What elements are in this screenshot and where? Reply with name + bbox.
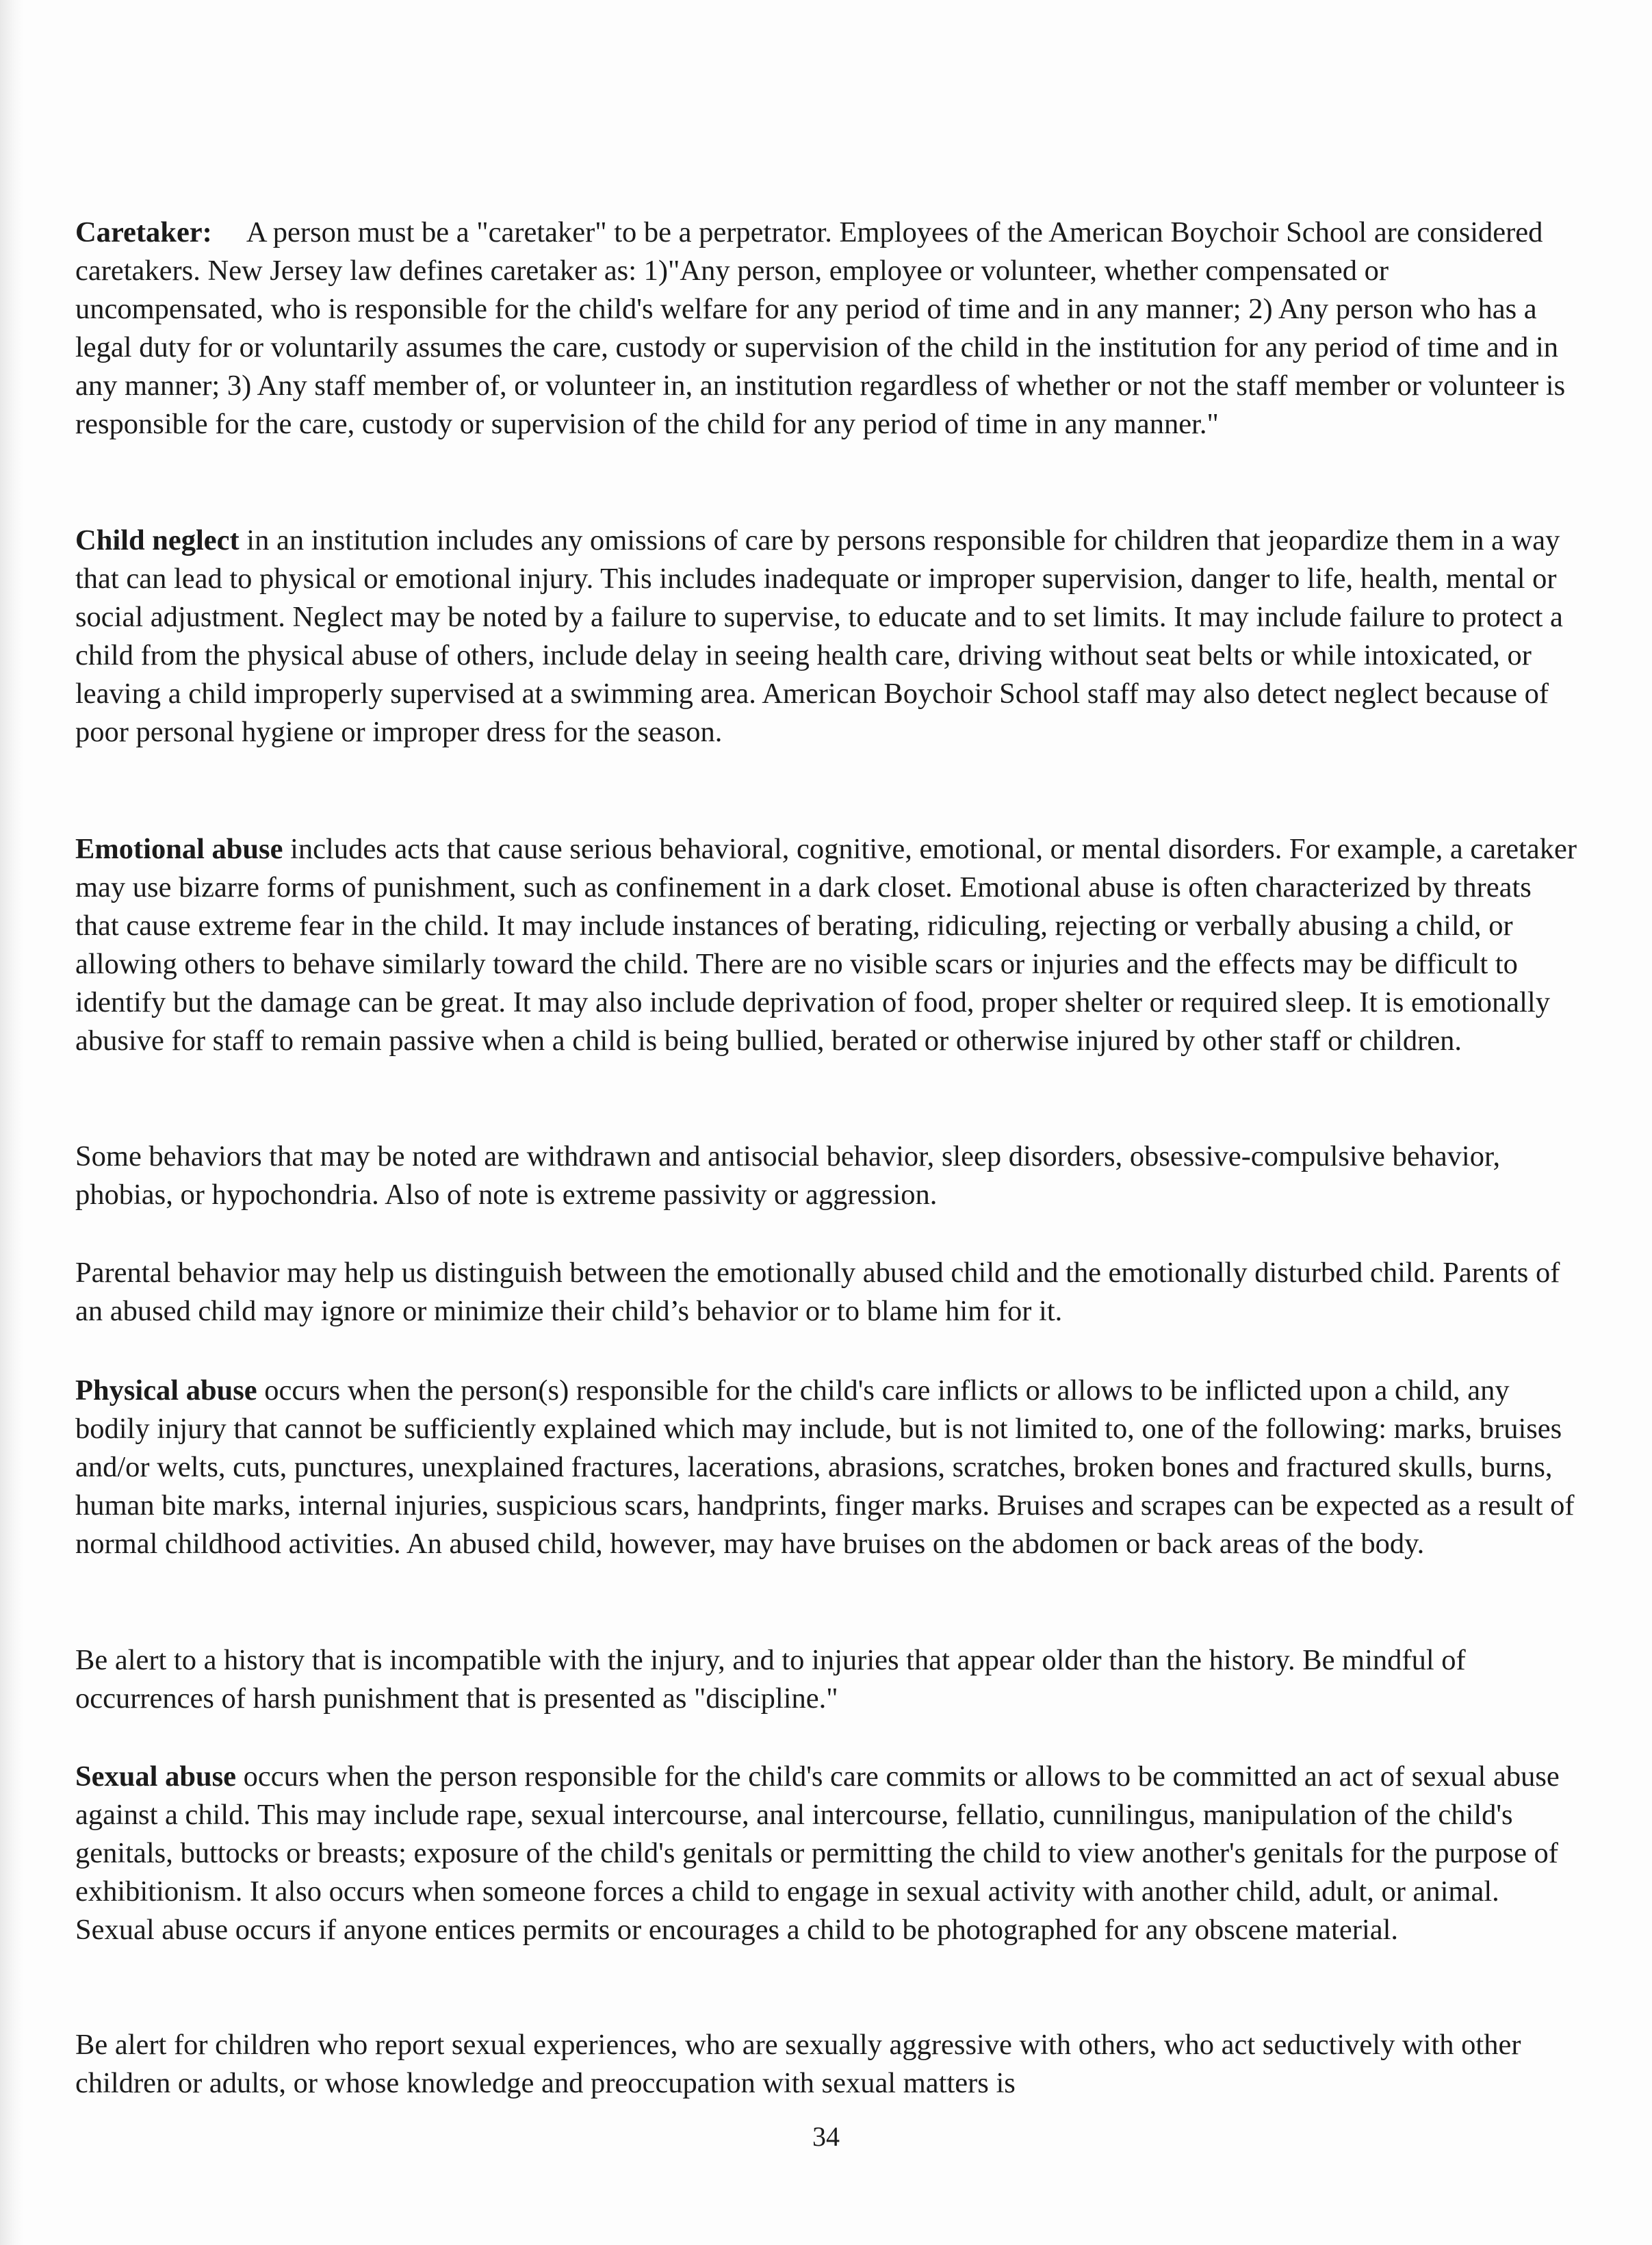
paragraph-parental-behavior-text: Parental behavior may help us distinguish between the emotionally abused child and the emotionally disturbed child. Parents of an abused child may ignore or minimize their child’s behavior or to blame him for it. <box>75 1257 1560 1327</box>
paragraph-physical-history <box>75 1641 1581 1718</box>
term-physical-abuse: Physical abuse <box>75 1374 257 1407</box>
paragraph-caretaker-text: A person must be a "caretaker" to be a perpetrator. Employees of the American Boychoir School are considered caretakers. New Jersey law defines caretaker as: 1)"Any person, employee or volunteer, whether compensated or uncompensated, who is responsible for the child's welfare for any period of time and in any manner; 2) Any person who has a legal duty for or voluntarily assumes the care, custody or supervision of the child in the institution for any period of time and in any manner; 3) Any staff member of, or volunteer in, an institution regardless of whether or not the staff member or volunteer is responsible for the care, custody or supervision of the child for any period of time in any manner." <box>75 216 1566 440</box>
paragraph-caretaker <box>75 214 1581 444</box>
paragraph-sexual-abuse-text: occurs when the person responsible for the child's care commits or allows to be committed an act of sexual abuse against a child. This may include rape, sexual intercourse, anal intercourse, fellatio, cunnilingus, manipulation of the child's genitals, buttocks or breasts; exposure of the child's genitals or permitting the child to view another's genitals for the purpose of exhibitionism. It also occurs when someone forces a child to engage in sexual activity with another child, adult, or animal. Sexual abuse occurs if anyone entices permits or encourages a child to be photographed for any obscene material. <box>75 1760 1560 1946</box>
term-sexual-abuse: Sexual abuse <box>75 1760 236 1793</box>
page-number: 34 <box>812 2121 840 2152</box>
term-child-neglect: Child neglect <box>75 524 240 556</box>
paragraph-child-neglect-text: in an institution includes any omissions of care by persons responsible for children that jeopardize them in a way that can lead to physical or emotional injury. This includes inadequate or improper supervision, danger to life, health, mental or social adjustment. Neglect may be noted by a failure to supervise, to educate and to set limits. It may include failure to protect a child from the physical abuse of others, include delay in seeing health care, driving without seat belts or while intoxicated, or leaving a child improperly supervised at a swimming area. American Boychoir School staff may also detect neglect because of poor personal hygiene or improper dress for the season. <box>75 524 1563 748</box>
paragraph-physical-abuse-text: occurs when the person(s) responsible for the child's care inflicts or allows to be inflicted upon a child, any bodily injury that cannot be sufficiently explained which may include, but is not limited to, one of the following: marks, bruises and/or welts, cuts, punctures, unexplained fractures, lacerations, abrasions, scratches, broken bones and fractured skulls, burns, human bite marks, internal injuries, suspicious scars, handprints, finger marks. Bruises and scrapes can be expected as a result of normal childhood activities. An abused child, however, may have bruises on the abdomen or back areas of the body. <box>75 1374 1575 1560</box>
scan-edge-shadow <box>0 0 23 2245</box>
paragraph-child-neglect <box>75 522 1581 752</box>
paragraph-physical-history-text: Be alert to a history that is incompatible with the injury, and to injuries that appear older than the history. Be mindful of occurrences of harsh punishment that is presented as "discipline." <box>75 1644 1466 1715</box>
paragraph-emotional-abuse <box>75 830 1581 1060</box>
paragraph-sexual-abuse <box>75 1758 1581 1949</box>
term-caretaker: Caretaker: <box>75 216 212 248</box>
term-emotional-abuse: Emotional abuse <box>75 833 283 865</box>
paragraph-emotional-behaviors-text: Some behaviors that may be noted are withdrawn and antisocial behavior, sleep disorders, obsessive-compulsive behavior, phobias, or hypochondria. Also of note is extreme passivity or aggression. <box>75 1140 1501 1211</box>
paragraph-parental-behavior <box>75 1254 1581 1331</box>
paragraph-sexual-alert-text: Be alert for children who report sexual experiences, who are sexually aggressive with others, who act seductively with other children or adults, or whose knowledge and preoccupation with sexual matters is <box>75 2029 1521 2099</box>
paragraph-physical-abuse <box>75 1372 1581 1563</box>
paragraph-emotional-abuse-text: includes acts that cause serious behavioral, cognitive, emotional, or mental disorders. For example, a caretaker may use bizarre forms of punishment, such as confinement in a dark closet. Emotional abuse is often characterized by threats that cause extreme fear in the child. It may include instances of berating, ridiculing, rejecting or verbally abusing a child, or allowing others to behave similarly toward the child. There are no visible scars or injuries and the effects may be difficult to identify but the damage can be great. It may also include deprivation of food, proper shelter or required sleep. It is emotionally abusive for staff to remain passive when a child is being bullied, berated or otherwise injured by other staff or children. <box>75 833 1577 1057</box>
paragraph-emotional-behaviors <box>75 1138 1581 1214</box>
paragraph-sexual-alert <box>75 2026 1581 2103</box>
